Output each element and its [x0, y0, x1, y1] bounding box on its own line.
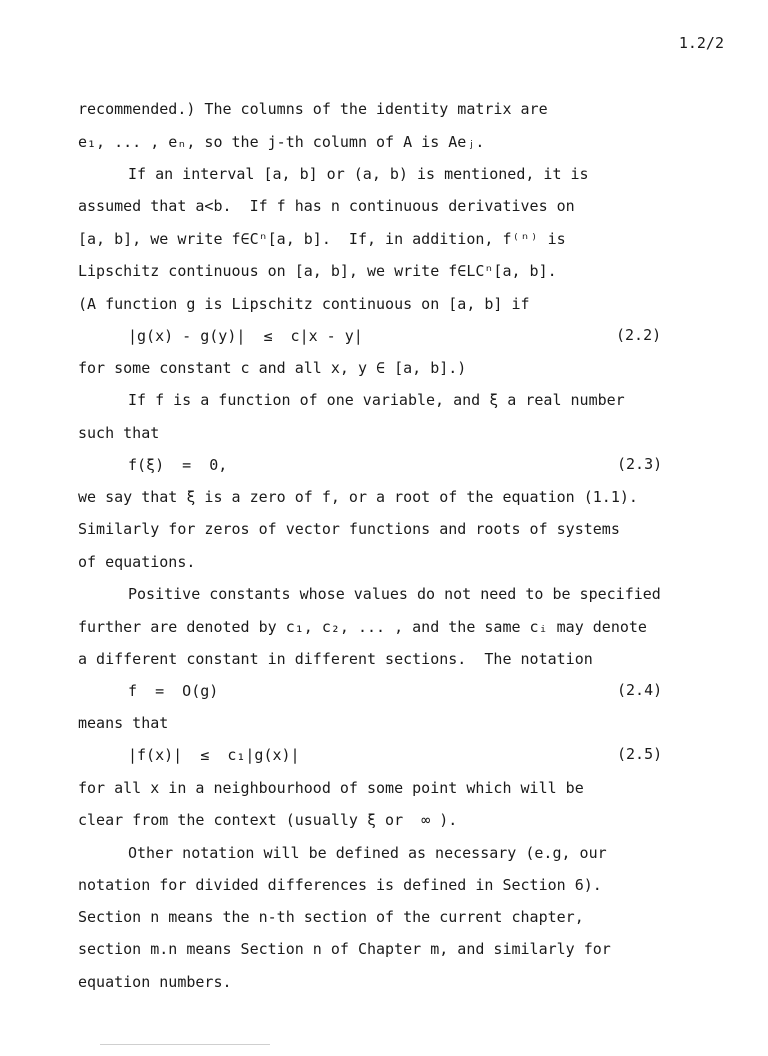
equation-2-5: |f(x)| ≤ c₁|g(x)| [128, 746, 300, 764]
text-line: Lipschitz continuous on [a, b], we write f∈LCⁿ[a, b]. [78, 262, 557, 280]
text-line: recommended.) The columns of the identity matrix are [78, 100, 548, 118]
text-line: If an interval [a, b] or (a, b) is mentioned, it is [128, 165, 589, 183]
equation-2-2: |g(x) - g(y)| ≤ c|x - y| [128, 327, 363, 345]
text-line: Positive constants whose values do not need to be specified [128, 585, 661, 603]
text-line: notation for divided differences is defined in Section 6). [78, 876, 602, 894]
text-line: If f is a function of one variable, and ξ a real number [128, 391, 625, 409]
equation-number: (2.5) [617, 745, 663, 763]
text-line: assumed that a<b. If f has n continuous derivatives on [78, 197, 575, 215]
text-line: clear from the context (usually ξ or ∞ ). [78, 811, 458, 829]
text-line: Other notation will be defined as necessary (e.g, our [128, 844, 607, 862]
page-bottom-rule [100, 1044, 270, 1045]
text-line: for some constant c and all x, y ∈ [a, b].) [78, 359, 467, 377]
text-line: means that [78, 714, 169, 732]
text-line: e₁, ... , eₙ, so the j-th column of A is Aeⱼ. [78, 133, 485, 151]
equation-number: (2.3) [617, 455, 663, 473]
equation-2-4: f = O(g) [128, 682, 219, 700]
equation-number: (2.2) [616, 326, 662, 344]
text-line: (A function g is Lipschitz continuous on [a, b] if [78, 295, 530, 313]
text-line: we say that ξ is a zero of f, or a root of the equation (1.1). [78, 488, 638, 506]
equation-number: (2.4) [617, 681, 663, 699]
text-line: equation numbers. [78, 973, 232, 991]
text-line: a different constant in different sections. The notation [78, 650, 593, 668]
text-line: Similarly for zeros of vector functions and roots of systems [78, 520, 620, 538]
equation-2-3: f(ξ) = 0, [128, 456, 228, 474]
text-line: Section n means the n-th section of the current chapter, [78, 908, 584, 926]
text-line: of equations. [78, 553, 196, 571]
text-line: further are denoted by c₁, c₂, ... , and the same cᵢ may denote [78, 618, 647, 636]
text-line: for all x in a neighbourhood of some point which will be [78, 779, 584, 797]
text-line: [a, b], we write f∈Cⁿ[a, b]. If, in addition, f⁽ⁿ⁾ is [78, 230, 566, 248]
text-line: section m.n means Section n of Chapter m, and similarly for [78, 940, 611, 958]
page-number: 1.2/2 [678, 34, 724, 52]
text-line: such that [78, 424, 160, 442]
